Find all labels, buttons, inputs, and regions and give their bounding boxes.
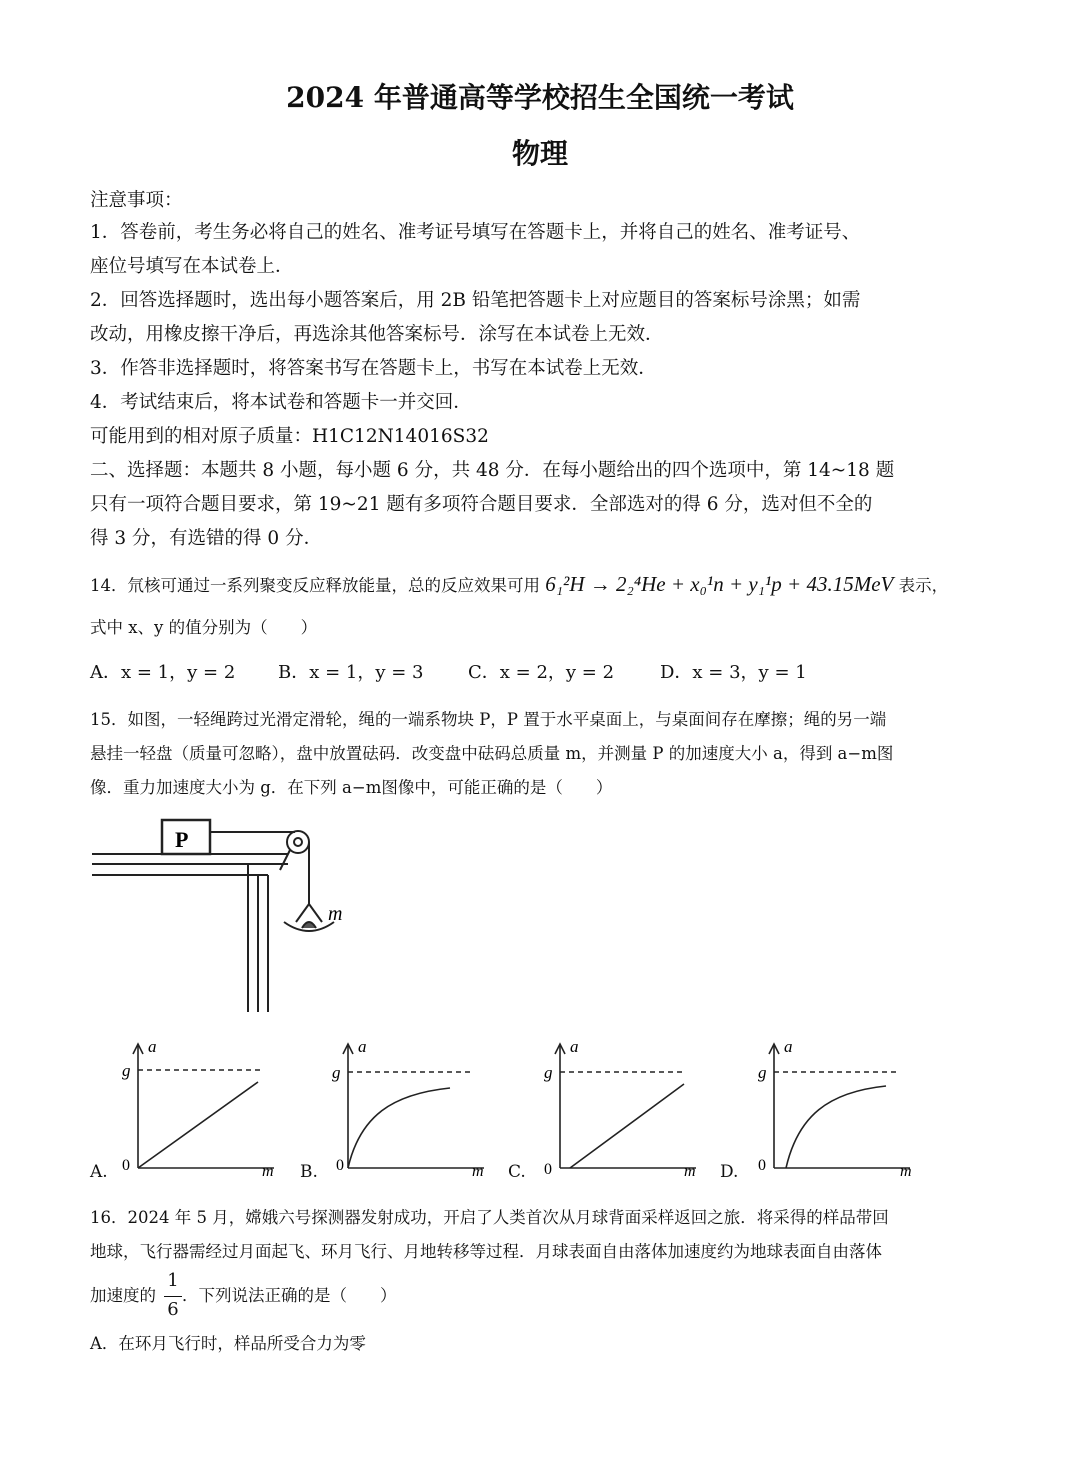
q15-line: 像．重力加速度大小为 g．在下列 a−m图像中，可能正确的是（ ）: [90, 778, 613, 797]
q16-line: 地球，飞行器需经过月面起飞、环月飞行、月地转移等过程．月球表面自由落体加速度约为地球表面自由落体: [90, 1242, 882, 1261]
atomic-mass-line: 可能用到的相对原子质量：H1C12N14016S32: [90, 426, 489, 447]
q14-text-after: 表示，: [898, 576, 949, 595]
q14-text-before: 14．氘核可通过一系列聚变反应释放能量，总的反应效果可用: [90, 576, 540, 595]
notice-line: 3．作答非选择题时，将答案书写在答题卡上，书写在本试卷上无效．: [90, 358, 657, 379]
fraction-bar: [164, 1296, 182, 1297]
q14-line2: 式中 x、y 的值分别为（ ）: [90, 618, 318, 637]
origin-label: 0: [758, 1157, 766, 1174]
origin-label: 0: [122, 1157, 130, 1174]
notice-heading: 注意事项：: [90, 190, 183, 211]
graph-d: [748, 1036, 918, 1176]
origin-label: 0: [336, 1157, 344, 1174]
graph-c: [534, 1036, 704, 1176]
notice-line: 座位号填写在本试卷上．: [90, 256, 294, 277]
q15-line: 15．如图，一轻绳跨过光滑定滑轮，绳的一端系物块 P，P 置于水平桌面上，与桌面间存在摩擦；绳的另一端: [90, 710, 887, 729]
q15-line: 悬挂一轻盘（质量可忽略），盘中放置砝码．改变盘中砝码总质量 m，并测量 P 的加速度大小 a，得到 a−m图: [90, 744, 894, 763]
y-axis-label: a: [148, 1037, 157, 1056]
graph-b: [322, 1036, 492, 1176]
graph-d-option: D.: [720, 1162, 739, 1182]
block-label: P: [175, 827, 189, 852]
pulley-figure: [88, 812, 358, 1017]
q14-option-b: B．x = 1，y = 3: [278, 662, 424, 683]
origin-label: 0: [544, 1161, 552, 1176]
subject-title: 物理: [511, 137, 568, 170]
y-axis-label: a: [570, 1037, 579, 1056]
graph-a: [112, 1036, 282, 1176]
q14-equation: 6₁²H → 2₂⁴He + x₀¹n + y₁¹p + 43.15MeV: [545, 572, 894, 596]
section-line: 只有一项符合题目要求，第 19~21 题有多项符合题目要求．全部选对的得 6 分，选对但不全的: [90, 494, 873, 515]
notice-line: 2．回答选择题时，选出每小题答案后，用 2B 铅笔把答题卡上对应题目的答案标号涂黑；如需: [90, 290, 861, 311]
section-line: 二、选择题：本题共 8 小题，每小题 6 分，共 48 分．在每小题给出的四个选项中，第 14~18 题: [90, 460, 895, 481]
q16-line: 16．2024 年 5 月，嫦娥六号探测器发射成功，开启了人类首次从月球背面采样返回之旅．将采得的样品带回: [90, 1208, 889, 1227]
asymptote-label: g: [544, 1063, 553, 1082]
x-axis-label: m: [684, 1163, 696, 1176]
q16-line3-before: 加速度的: [90, 1286, 156, 1305]
q16-line3-after: ．下列说法正确的是（ ）: [182, 1286, 397, 1305]
asymptote-label: g: [332, 1063, 341, 1082]
notice-line: 1．答卷前，考生务必将自己的姓名、准考证号填写在答题卡上，并将自己的姓名、准考证号、: [90, 222, 861, 243]
x-axis-label: m: [472, 1163, 484, 1176]
y-axis-label: a: [358, 1037, 367, 1056]
mass-label: m: [328, 903, 343, 925]
q14-option-a: A．x = 1，y = 2: [90, 662, 236, 683]
asymptote-label: g: [758, 1063, 767, 1082]
notice-line: 4．考试结束后，将本试卷和答题卡一并交回．: [90, 392, 472, 413]
q16-option-a: A．在环月飞行时，样品所受合力为零: [90, 1334, 366, 1353]
x-axis-label: m: [900, 1163, 912, 1176]
q16-line3: [90, 1282, 397, 1306]
q14-option-c: C．x = 2，y = 2: [468, 662, 615, 683]
section-line: 得 3 分，有选错的得 0 分．: [90, 528, 323, 549]
notice-line: 改动，用橡皮擦干净后，再选涂其他答案标号．涂写在本试卷上无效．: [90, 324, 664, 345]
fraction-numerator: 1: [167, 1270, 179, 1291]
graph-b-option: B.: [300, 1162, 318, 1182]
graph-a-option: A.: [90, 1162, 108, 1182]
fraction-denominator: 6: [167, 1299, 179, 1320]
y-axis-label: a: [784, 1037, 793, 1056]
exam-title: 2024 年普通高等学校招生全国统一考试: [286, 81, 794, 114]
x-axis-label: m: [262, 1163, 274, 1176]
graph-c-option: C.: [508, 1162, 526, 1182]
q14-stem: [90, 572, 948, 597]
asymptote-label: g: [122, 1061, 131, 1080]
q14-option-d: D．x = 3，y = 1: [660, 662, 807, 683]
